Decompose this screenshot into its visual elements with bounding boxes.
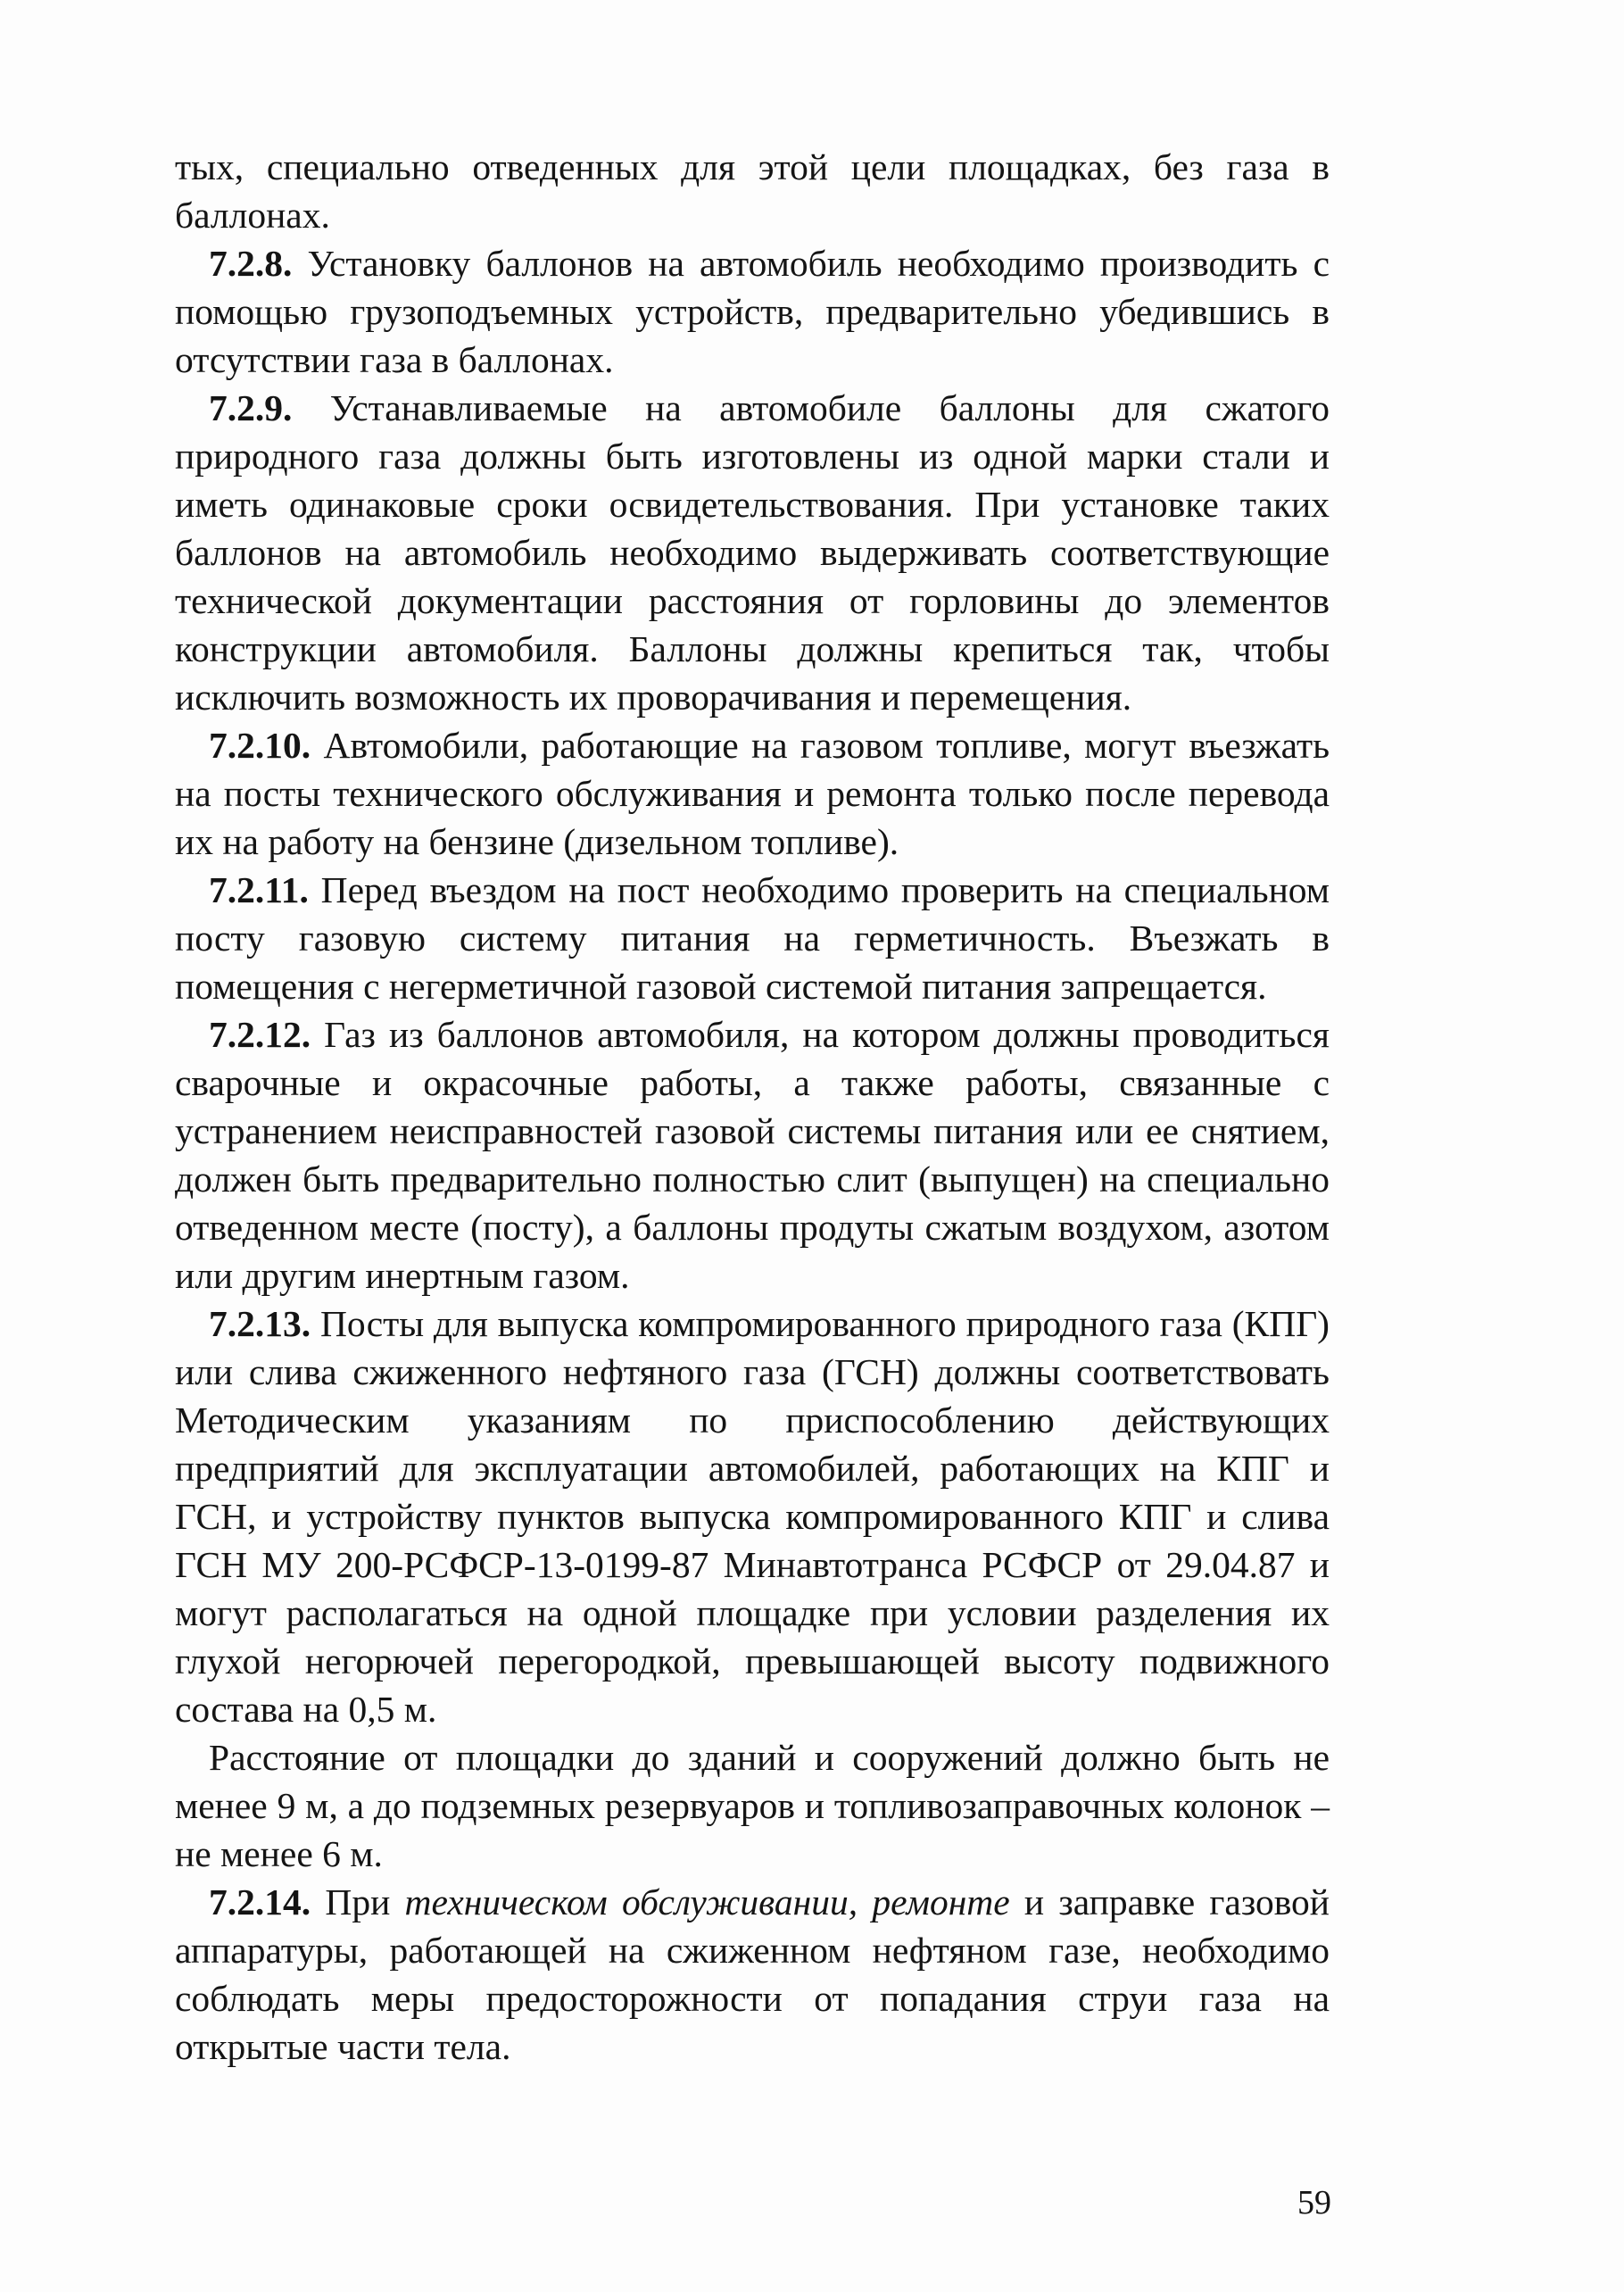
clause-number: 7.2.11.: [209, 869, 309, 910]
paragraph-text-post: и заправке газовой аппаратуры, работающей на сжиженном нефтяном газе, необходимо соблюдать меры предосторожности от попадания струи газа на открытые части тела.: [175, 1881, 1330, 2067]
clause-number: 7.2.13.: [209, 1303, 311, 1344]
paragraph-continuation: [175, 143, 1330, 239]
paragraph-7-2-9: [175, 384, 1330, 721]
paragraph-7-2-14: [175, 1878, 1330, 2071]
paragraph-text: Перед въездом на пост необходимо проверить на специальном посту газовую систему питания на герметичность. Въезжать в помещения с негерметичной газовой системой питания запрещается.: [175, 869, 1330, 1007]
paragraph-text: Газ из баллонов автомобиля, на котором должны проводиться сварочные и окрасочные работы, а также работы, связанные с устранением неисправностей газовой системы питания или ее снятием, должен быть предварительно полностью слит (выпущен) на специально отведенном месте (посту), а баллоны продуты сжатым воздухом, азотом или другим инертным газом.: [175, 1014, 1330, 1296]
paragraph-7-2-10: [175, 721, 1330, 866]
paragraph-text: Установку баллонов на автомобиль необходимо производить с помощью грузоподъемных устройств, предварительно убедившись в отсутствии газа в баллонах.: [175, 243, 1330, 380]
paragraph-text: тых, специально отведенных для этой цели площадках, без газа в баллонах.: [175, 146, 1330, 236]
paragraph-distance: [175, 1733, 1330, 1878]
clause-number: 7.2.12.: [209, 1014, 311, 1055]
paragraph-7-2-8: [175, 239, 1330, 384]
paragraph-text: Автомобили, работающие на газовом топливе, могут въезжать на посты технического обслуживания и ремонта только после перевода их на работу на бензине (дизельном топливе).: [175, 725, 1330, 862]
paragraph-7-2-11: [175, 866, 1330, 1010]
clause-number: 7.2.10.: [209, 725, 311, 766]
clause-number: 7.2.8.: [209, 243, 293, 284]
body-text: [175, 143, 1330, 2071]
paragraph-text: Расстояние от площадки до зданий и сооружений должно быть не менее 9 м, а до подземных резервуаров и топливозаправочных колонок – не менее 6 м.: [175, 1737, 1330, 1874]
paragraph-7-2-12: [175, 1010, 1330, 1300]
paragraph-text-pre: При: [325, 1881, 405, 1922]
paragraph-7-2-13: [175, 1300, 1330, 1733]
page-number: 59: [1297, 2184, 1331, 2221]
paragraph-text: Посты для выпуска компромированного природного газа (КПГ) или слива сжиженного нефтяного газа (ГСН) должны соответствовать Методическим указаниям по приспособлению действующих предприятий для эксплуатации автомобилей, работающих на КПГ и ГСН, и устройству пунктов выпуска компромированного КПГ и слива ГСН МУ 200-РСФСР-13-0199-87 Минавтотранса РСФСР от 29.04.87 и могут располагаться на одной площадке при условии разделения их глухой негорючей перегородкой, превышающей высоту подвижного состава на 0,5 м.: [175, 1303, 1330, 1730]
paragraph-text: Устанавливаемые на автомобиле баллоны для сжатого природного газа должны быть изготовлены из одной марки стали и иметь одинаковые сроки освидетельствования. При установке таких баллонов на автомобиль необходимо выдерживать соответствующие технической документации расстояния от горловины до элементов конструкции автомобиля. Баллоны должны крепиться так, чтобы исключить возможность их проворачивания и перемещения.: [175, 387, 1330, 718]
paragraph-text-emphasis: техническом обслуживании, ремонте: [404, 1881, 1010, 1922]
clause-number: 7.2.14.: [209, 1881, 311, 1922]
clause-number: 7.2.9.: [209, 387, 293, 428]
